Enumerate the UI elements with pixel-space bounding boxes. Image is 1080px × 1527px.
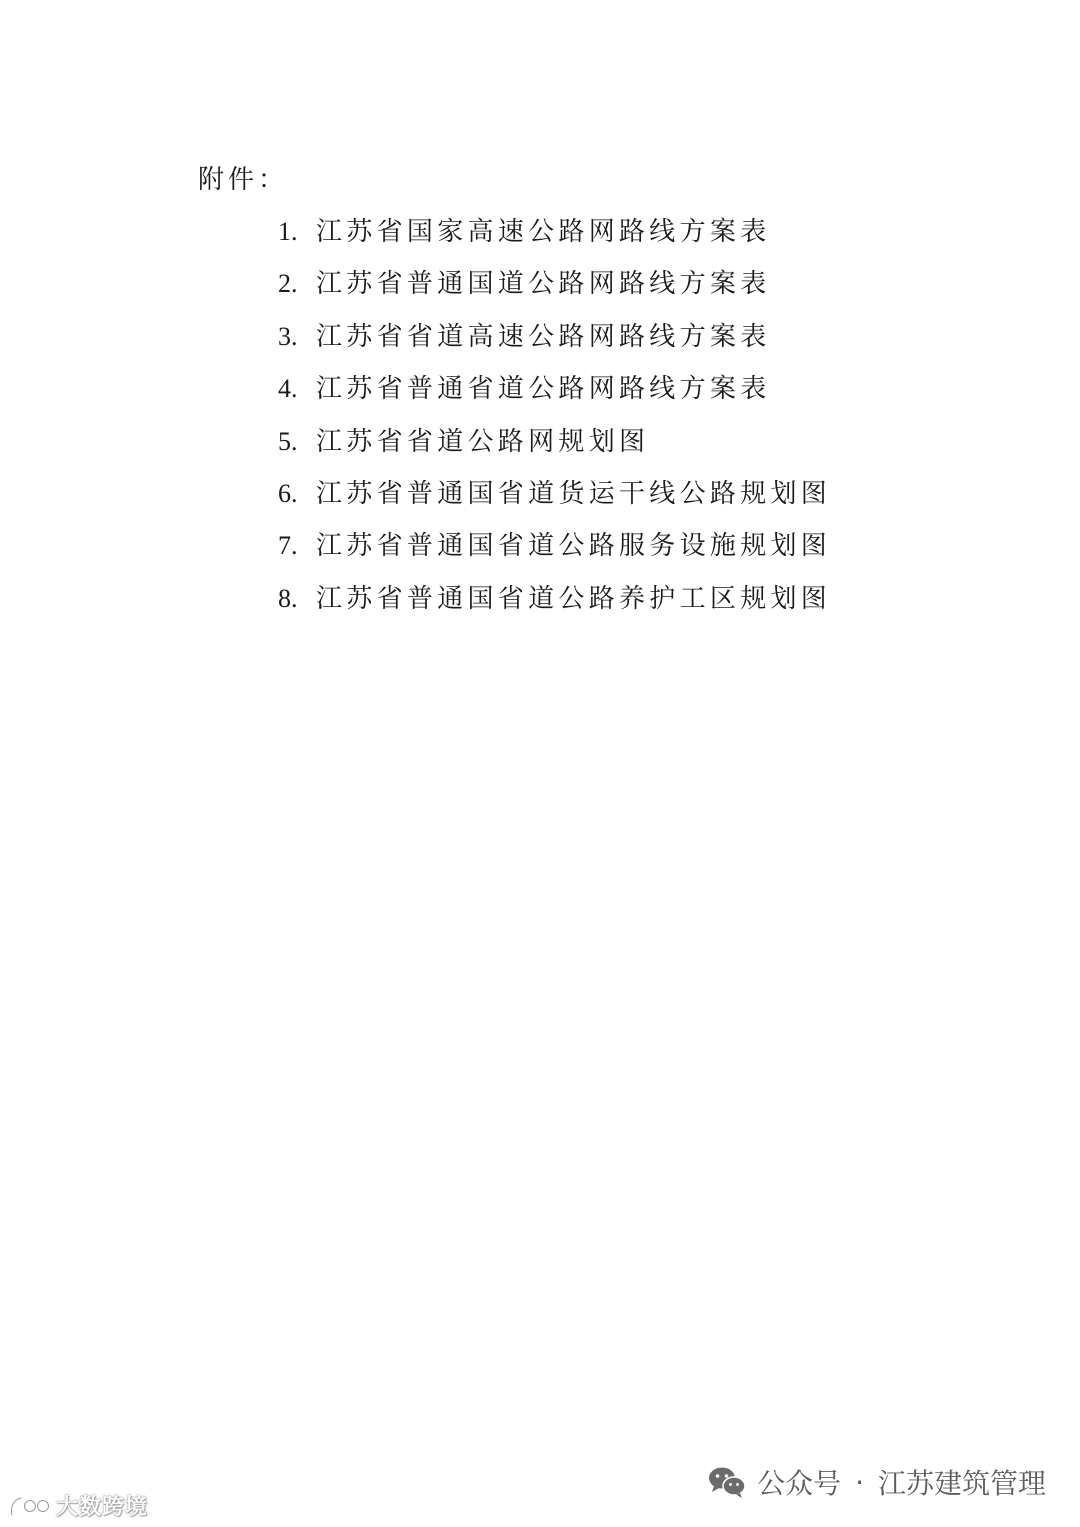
item-number: 1. <box>278 217 298 246</box>
wechat-watermark <box>707 1462 1046 1502</box>
brand-watermark-text: 大数跨境 <box>56 1495 149 1520</box>
brand-watermark <box>8 1490 148 1521</box>
attachment-list <box>278 212 831 631</box>
item-number: 5. <box>278 426 298 456</box>
item-title: 江苏省普通国省道货运干线公路规划图 <box>316 478 832 509</box>
logo-icon <box>8 1493 52 1519</box>
item-title: 江苏省普通省道公路网路线方案表 <box>316 374 771 405</box>
item-title: 江苏省国家高速公路网路线方案表 <box>316 217 771 247</box>
list-item <box>278 526 831 578</box>
attachment-heading: 附件： <box>198 165 289 195</box>
watermark-account: 江苏建筑管理 <box>877 1467 1046 1500</box>
item-title: 江苏省省道公路网规划图 <box>316 426 650 457</box>
item-number: 7. <box>278 531 298 561</box>
list-item <box>278 579 831 631</box>
list-item <box>278 317 831 369</box>
list-item <box>278 212 831 264</box>
list-item <box>278 264 831 316</box>
item-title: 江苏省普通国省道公路服务设施规划图 <box>316 531 832 562</box>
list-item <box>278 422 831 474</box>
wechat-icon <box>707 1465 747 1499</box>
item-title: 江苏省省道高速公路网路线方案表 <box>316 321 771 352</box>
watermark-separator: · <box>855 1465 864 1499</box>
item-number: 4. <box>278 374 298 404</box>
item-number: 2. <box>278 269 298 299</box>
item-number: 8. <box>278 583 298 613</box>
item-title: 江苏省普通国省道公路养护工区规划图 <box>316 583 832 614</box>
list-item <box>278 369 831 421</box>
item-number: 3. <box>278 321 298 351</box>
item-number: 6. <box>278 478 298 508</box>
list-item <box>278 474 831 526</box>
watermark-label: 公众号 <box>757 1467 842 1500</box>
item-title: 江苏省普通国道公路网路线方案表 <box>316 269 771 300</box>
